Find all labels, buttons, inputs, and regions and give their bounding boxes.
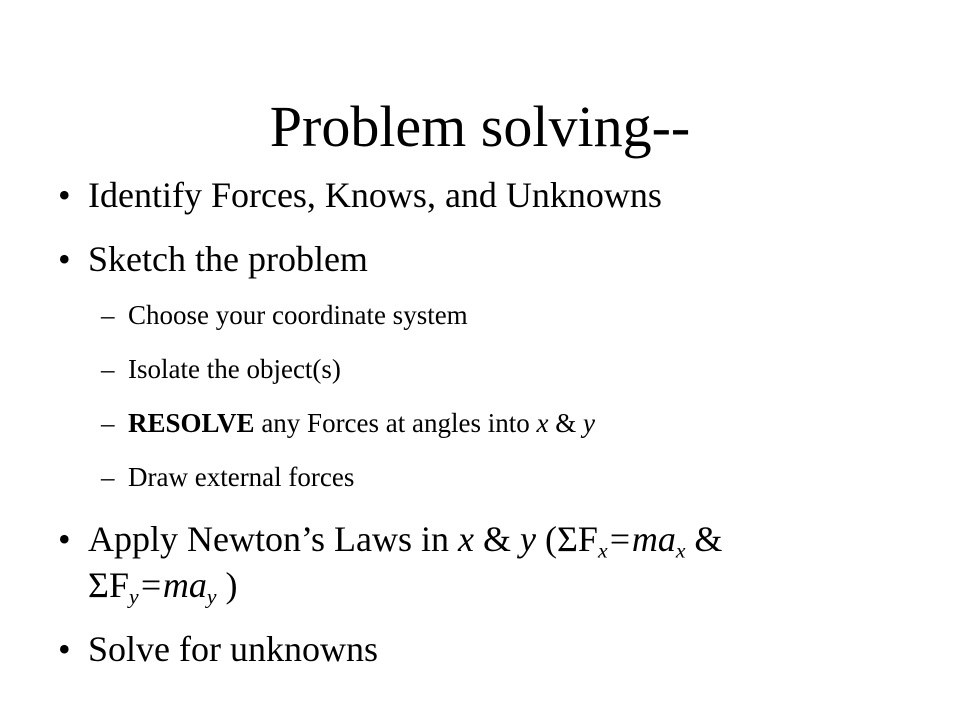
sub-bullet-dash: – [101, 300, 115, 330]
bullet-text: Identify Forces, Knows, and Unknowns [88, 175, 662, 215]
sub-bullet-text: any Forces at angles into [254, 408, 537, 438]
force-symbol: F [108, 565, 129, 605]
subscript-y: y [128, 584, 139, 609]
slide-title: Problem solving-- [269, 94, 691, 159]
force-symbol: F [577, 519, 598, 559]
bullet-apply-newton [58, 516, 722, 562]
equals-sign: = [607, 519, 632, 559]
sigma-symbol: Σ [556, 519, 578, 559]
sigma-symbol: Σ [88, 565, 109, 605]
sub-bullet-isolate-object [101, 352, 341, 386]
close-paren: ) [216, 565, 238, 605]
resolve-keyword: RESOLVE [128, 408, 255, 438]
mass-acceleration: ma [162, 565, 207, 605]
ampersand: & [685, 519, 723, 559]
sub-bullet-text: Draw external forces [128, 462, 355, 492]
sub-bullet-text: Choose your coordinate system [128, 300, 468, 330]
subscript-y: y [206, 584, 217, 609]
bullet-text: Sketch the problem [88, 239, 368, 279]
bullet-sketch-problem [58, 236, 368, 282]
bullet-dot: • [58, 239, 71, 279]
sub-bullet-external-forces [101, 460, 354, 494]
bullet-identify-forces [58, 172, 662, 218]
open-paren: ( [535, 519, 557, 559]
newton-line-2 [88, 562, 237, 608]
sub-bullet-dash: – [101, 462, 115, 492]
var-x: x [457, 519, 474, 559]
ampersand: & [473, 519, 520, 559]
mass-acceleration: ma [631, 519, 676, 559]
bullet-solve-unknowns [58, 626, 378, 672]
sub-bullet-dash: – [101, 354, 115, 384]
bullet-text: Solve for unknowns [88, 629, 378, 669]
equals-sign: = [138, 565, 163, 605]
newton-line-1 [88, 516, 722, 562]
var-y: y [519, 519, 536, 559]
var-y: y [583, 408, 595, 438]
subscript-x: x [597, 538, 608, 563]
sub-bullet-coordinate-system [101, 298, 468, 332]
subscript-x: x [675, 538, 686, 563]
sub-bullet-resolve-forces [101, 406, 595, 440]
bullet-dot: • [58, 519, 71, 559]
ampersand: & [548, 408, 583, 438]
sub-bullet-text: Isolate the object(s) [128, 354, 341, 384]
newton-lead: Apply Newton’s Laws in [88, 519, 458, 559]
sub-bullet-dash: – [101, 408, 115, 438]
bullet-dot: • [58, 175, 71, 215]
bullet-dot: • [58, 629, 71, 669]
var-x: x [536, 408, 549, 438]
